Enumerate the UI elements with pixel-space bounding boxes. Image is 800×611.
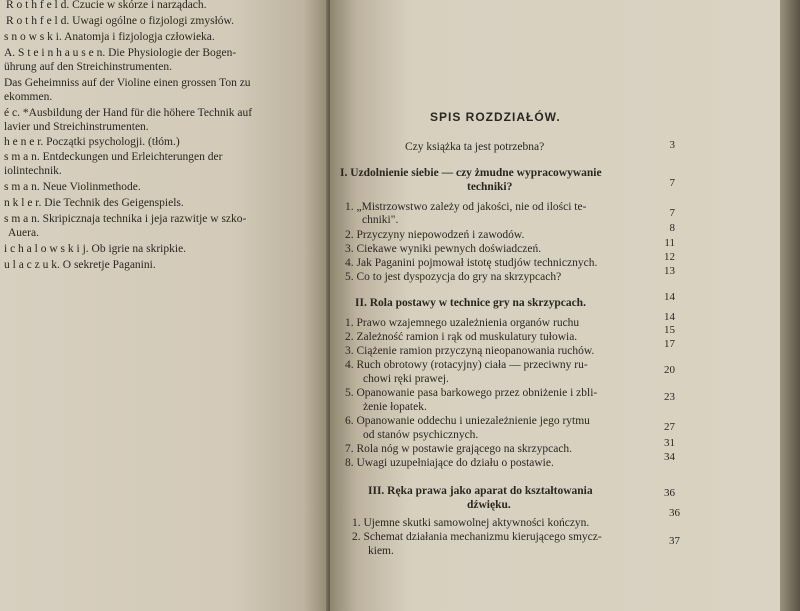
- page-edge: [780, 0, 800, 611]
- toc-page-number: 17: [664, 338, 675, 350]
- toc-item: 3. Ciążenie ramion przyczyną nieopanowania ruchów.: [345, 345, 595, 357]
- toc-item: 5. Co to jest dyspozycja do gry na skrzypcach?: [345, 271, 562, 283]
- toc-item: żenie łopatek.: [363, 401, 427, 413]
- bibliography-entry: s n o w s k i. Anatomja i fizjologja człowieka.: [4, 31, 215, 43]
- toc-page-number: 7: [669, 177, 675, 189]
- toc-intro: Czy książka ta jest potrzebna?: [405, 141, 545, 153]
- toc-item: 3. Ciekawe wyniki pewnych doświadczeń.: [345, 243, 542, 255]
- toc-page-number: 8: [669, 222, 675, 234]
- toc-chapter-title: III. Ręka prawa jako aparat do kształtowania: [368, 485, 593, 497]
- bibliography-entry: i c h a l o w s k i j. Ob igrie na skripkie.: [4, 243, 187, 255]
- toc-chapter-title: dźwięku.: [467, 499, 511, 511]
- bibliography-entry: R o t h f e l d. Czucie w skórze i narządach.: [6, 0, 207, 11]
- bibliography-entry: u l a c z u k. O sekretje Paganini.: [4, 259, 156, 271]
- toc-item: 2. Zależność ramion i rąk od muskulatury tułowia.: [345, 331, 578, 343]
- toc-page-number: 15: [664, 324, 675, 336]
- bibliography-entry: Das Geheimniss auf der Violine einen grossen Ton zu: [4, 77, 251, 89]
- toc-page-number: 14: [664, 291, 675, 303]
- toc-title: SPIS ROZDZIAŁÓW.: [430, 110, 561, 124]
- toc-item: 2. Schemat działania mechanizmu kierującego smycz-: [352, 531, 602, 543]
- toc-item: 1. „Mistrzowstwo zależy od jakości, nie od ilości te-: [345, 201, 587, 213]
- toc-item: chowi ręki prawej.: [363, 373, 449, 385]
- bibliography-entry: s m a n. Neue Violinmethode.: [4, 181, 141, 193]
- toc-page-number: 37: [669, 535, 680, 547]
- toc-page-number: 7: [669, 207, 675, 219]
- toc-page-number: 13: [664, 265, 675, 277]
- bibliography-entry: iolintechnik.: [4, 165, 62, 177]
- toc-item: 2. Przyczyny niepowodzeń i zawodów.: [345, 229, 525, 241]
- toc-item: 4. Jak Paganini pojmował istotę studjów technicznych.: [345, 257, 598, 269]
- toc-page-number: 36: [664, 487, 675, 499]
- toc-chapter-title: II. Rola postawy w technice gry na skrzypcach.: [355, 297, 586, 309]
- toc-item: od stanów psychicznych.: [363, 429, 479, 441]
- bibliography-entry: n k l e r. Die Technik des Geigenspiels.: [4, 197, 184, 209]
- toc-item: chniki".: [362, 214, 399, 226]
- toc-page-number: 36: [669, 507, 680, 519]
- bibliography-entry: R o t h f e l d. Uwagi ogólne o fizjologi zmysłów.: [6, 15, 234, 27]
- left-page: [0, 0, 330, 611]
- toc-item: 6. Opanowanie oddechu i uniezależnienie jego rytmu: [345, 415, 590, 427]
- toc-page-number: 20: [664, 364, 675, 376]
- toc-item: 1. Ujemne skutki samowolnej aktywności kończyn.: [352, 517, 590, 529]
- bibliography-entry: ührung auf den Streichinstrumenten.: [4, 61, 172, 73]
- toc-page-number: 34: [664, 451, 675, 463]
- toc-page-number: 14: [664, 311, 675, 323]
- bibliography-entry: s m a n. Entdeckungen und Erleichterungen der: [4, 151, 223, 163]
- bibliography-entry: lavier und Streichinstrumenten.: [4, 121, 149, 133]
- bibliography-entry: A. S t e i n h a u s e n. Die Physiologie der Bogen-: [4, 47, 237, 59]
- toc-item: 5. Opanowanie pasa barkowego przez obniżenie i zbli-: [345, 387, 598, 399]
- bibliography-entry: é c. *Ausbildung der Hand für die höhere Technik auf: [4, 107, 253, 119]
- toc-page-number: 12: [664, 251, 675, 263]
- bibliography-entry: h e n e r. Początki psychologji. (tłóm.): [4, 136, 180, 148]
- toc-item: 7. Rola nóg w postawie grającego na skrzypcach.: [345, 443, 573, 455]
- toc-item: 8. Uwagi uzupełniające do działu o postawie.: [345, 457, 554, 469]
- toc-page-number: 23: [664, 391, 675, 403]
- bibliography-entry: ekommen.: [4, 91, 53, 103]
- toc-page-number: 27: [664, 421, 675, 433]
- toc-item: kiem.: [368, 545, 394, 557]
- toc-item: 1. Prawo wzajemnego uzależnienia organów ruchu: [345, 317, 580, 329]
- toc-page-number: 3: [669, 139, 675, 151]
- bibliography-entry: Auera.: [8, 227, 39, 239]
- toc-page-number: 31: [664, 437, 675, 449]
- toc-item: 4. Ruch obrotowy (rotacyjny) ciała — przeciwny ru-: [345, 359, 588, 371]
- bibliography-entry: s m a n. Skripicznaja technika i jeja razwitje w szko-: [4, 213, 247, 225]
- toc-chapter-title: techniki?: [467, 181, 513, 193]
- toc-page-number: 11: [664, 237, 675, 249]
- toc-chapter-title: I. Uzdolnienie siebie — czy żmudne wypracowywanie: [340, 167, 602, 179]
